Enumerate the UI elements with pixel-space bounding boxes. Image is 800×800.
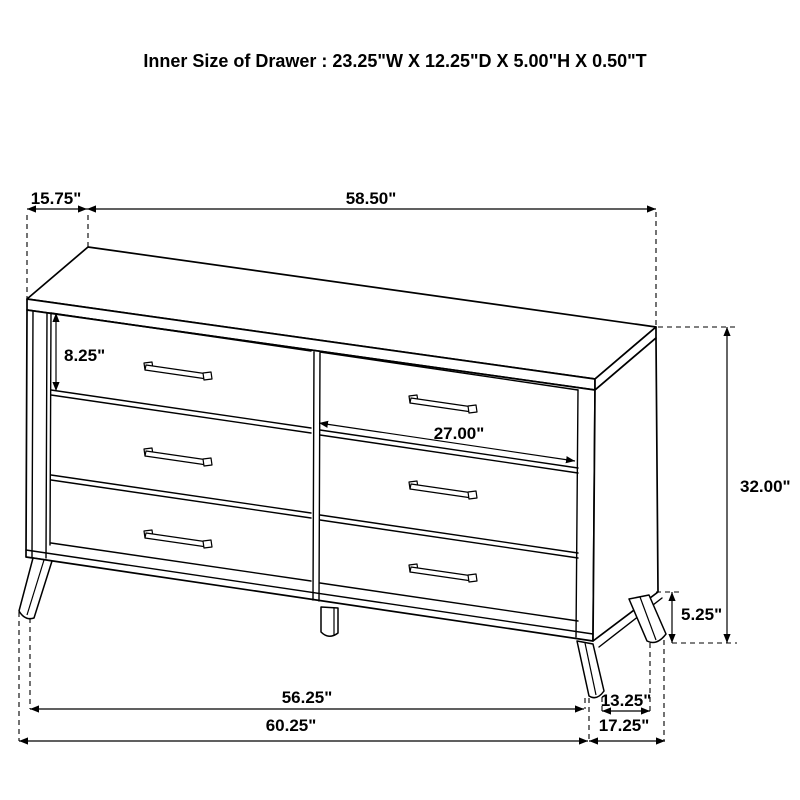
- diagram-title: Inner Size of Drawer : 23.25"W X 12.25"D X 5.00"H X 0.50"T: [143, 51, 647, 71]
- dim-label-drawer-width: 27.00": [433, 424, 485, 443]
- dim-label-drawer-height: 8.25": [64, 346, 106, 365]
- dim-label-side-outer: 17.25": [598, 716, 650, 735]
- dim-label-top-depth: 15.75": [30, 189, 82, 208]
- left-stile: [46, 313, 47, 558]
- dim-label-base-inner: 56.25": [281, 688, 333, 707]
- dim-label-top-width: 58.50": [345, 189, 397, 208]
- dim-label-leg-height: 5.25": [681, 605, 723, 624]
- center-leg: [321, 607, 338, 636]
- dim-label-overall-height: 32.00": [740, 477, 791, 496]
- left-panel-edge: [32, 311, 33, 557]
- dresser-drawing: [19, 247, 666, 698]
- drawer-left-edge: [50, 313, 51, 545]
- dim-label-side-inner: 13.25": [600, 691, 652, 710]
- dim-label-base-outer: 60.25": [265, 716, 317, 735]
